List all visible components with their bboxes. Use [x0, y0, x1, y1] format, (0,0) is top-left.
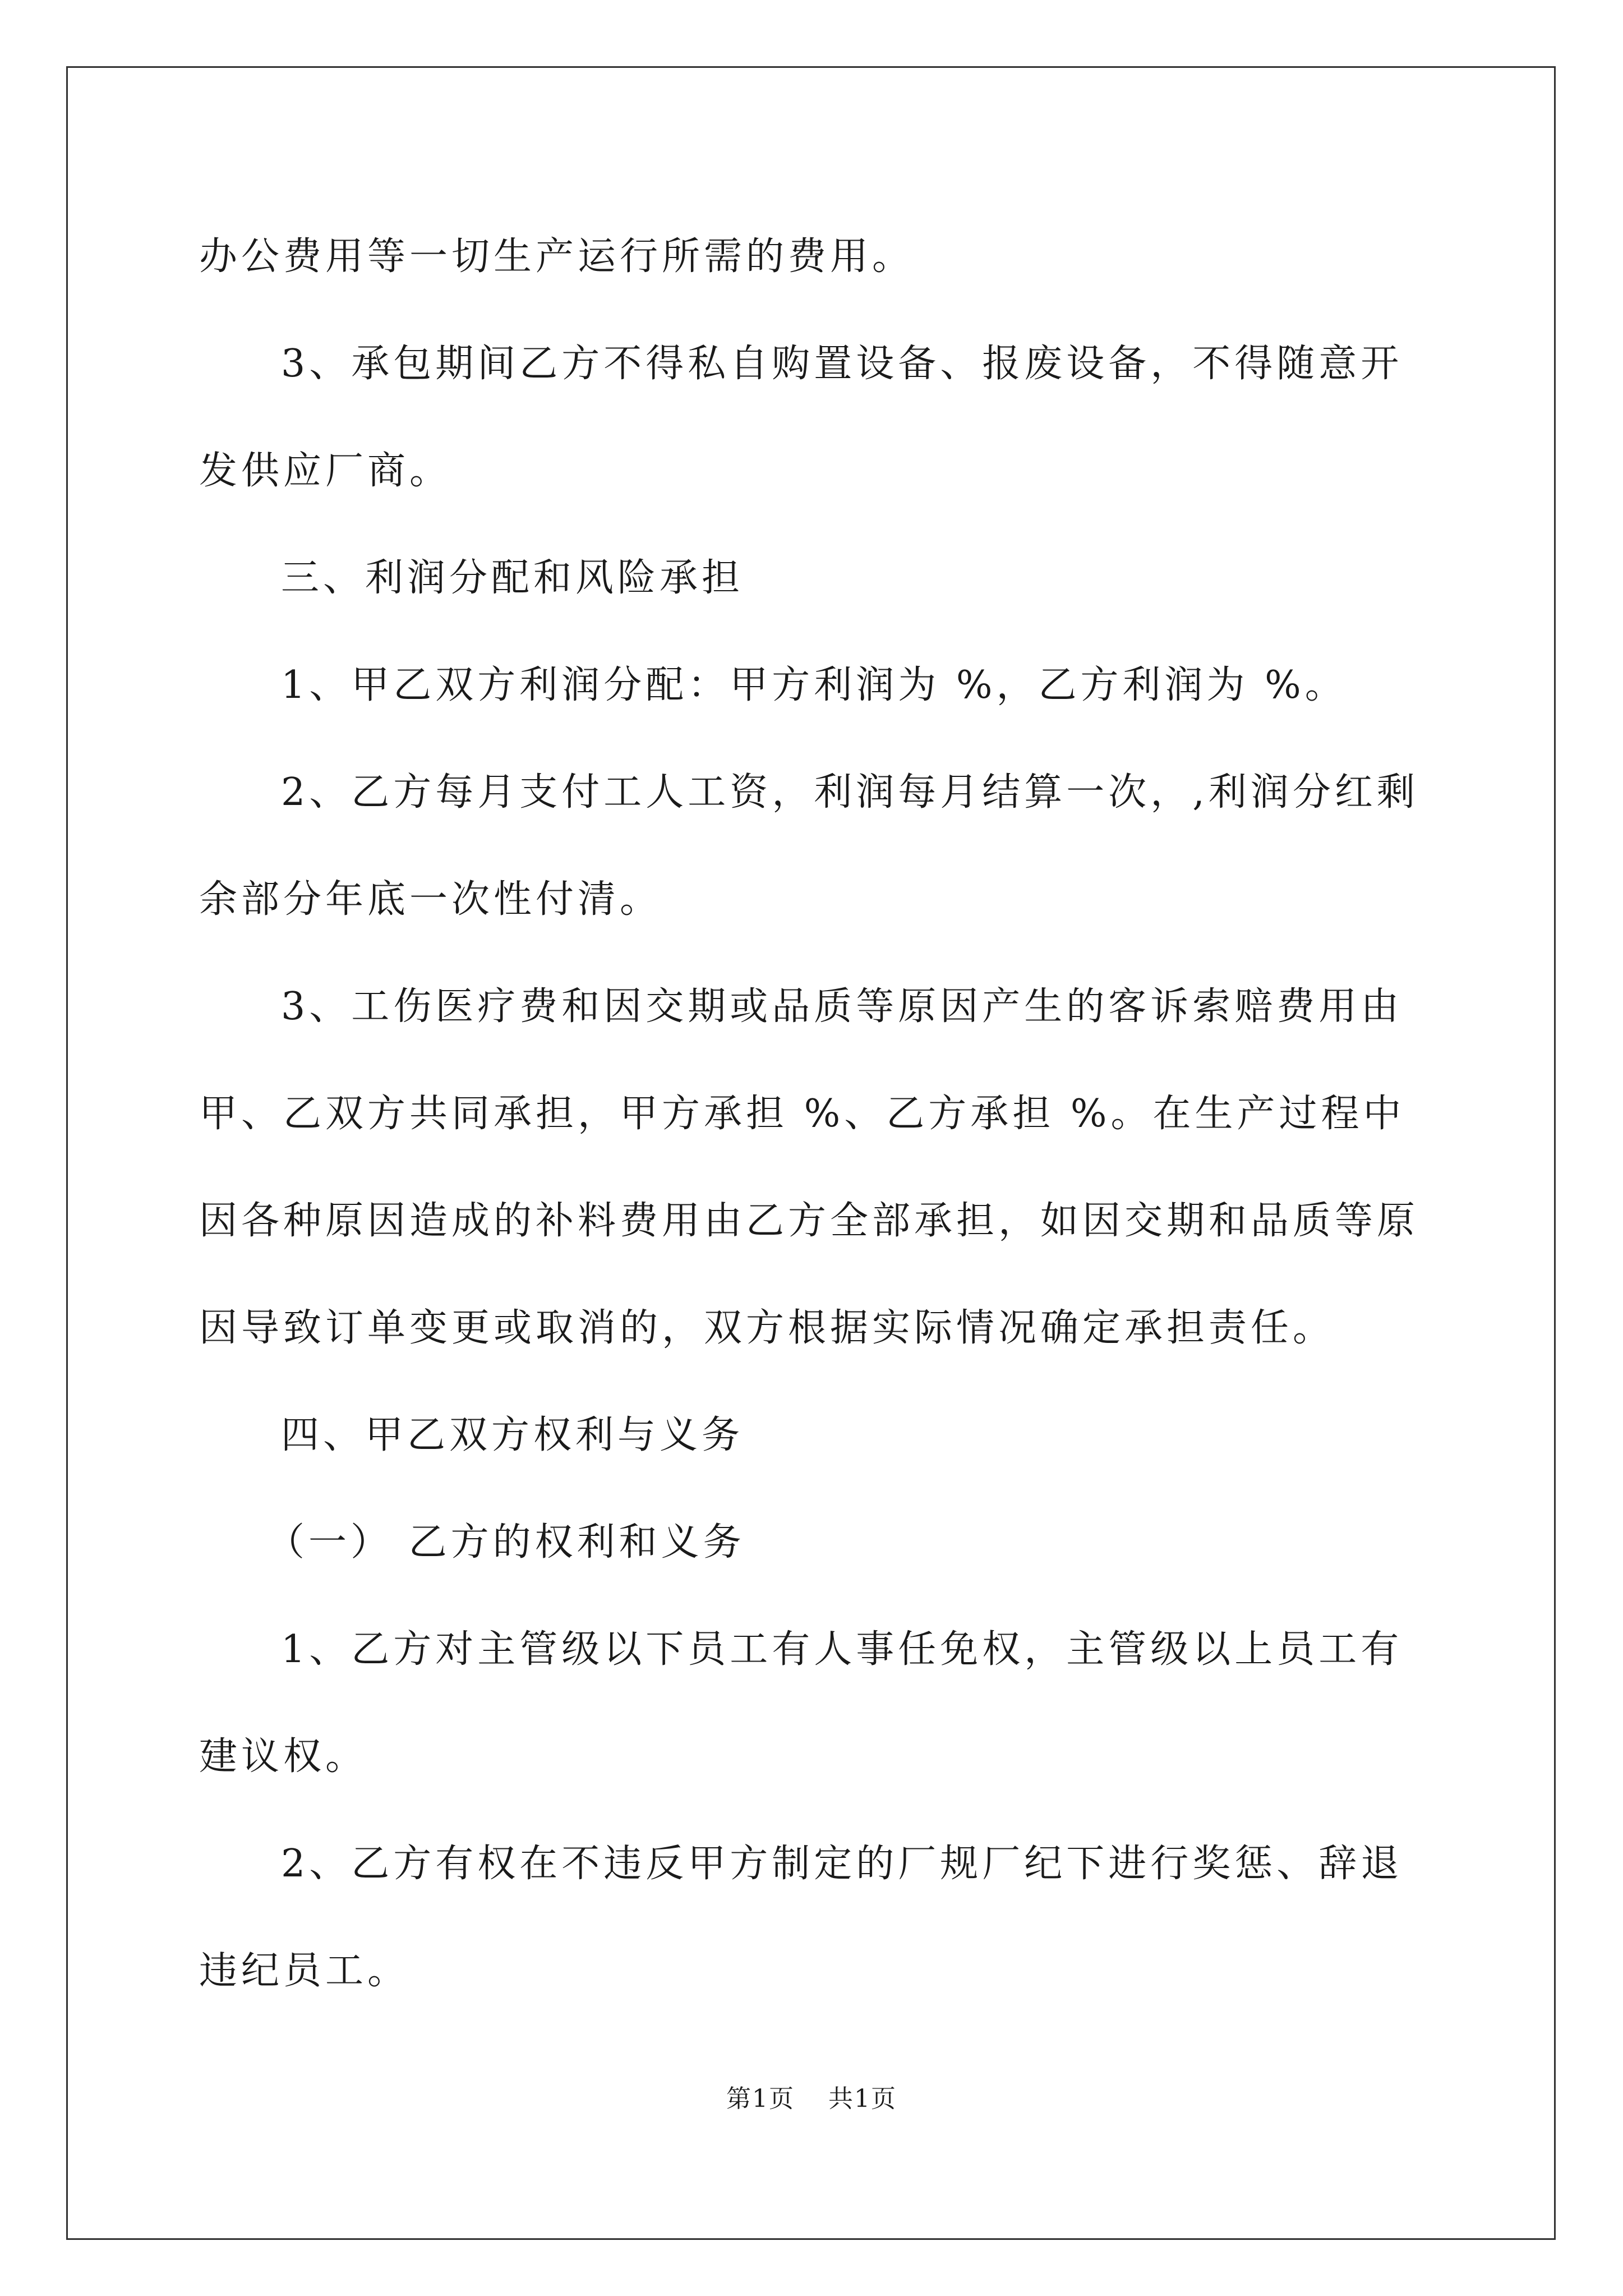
subsection-heading-party-b: （一） 乙方的权利和义务: [266, 1520, 745, 1565]
paragraph-clause-1-personnel: 1、乙方对主管级以下员工有人事任免权，主管级以上员工有建议权。: [199, 1627, 1403, 1779]
paragraph-clause-3-claims: 3、工伤医疗费和因交期或品质等原因产生的客诉索赔费用由甲、乙双方共同承担，甲方承担 %、乙方承担 %。在生产过程中因各种原因造成的补料费用由乙方全部承担，如因交期和品质等原因导致订单变更或取消的，双方根据实际情况确定承担责任。: [199, 984, 1419, 1350]
paragraph-continuation: 办公费用等一切生产运行所需的费用。: [199, 234, 915, 279]
paragraph-clause-2-discipline: 2、乙方有权在不违反甲方制定的厂规厂纪下进行奖惩、辞退违纪员工。: [199, 1842, 1403, 1993]
section-heading-profit-risk: 三、利润分配和风险承担: [281, 556, 744, 600]
section-heading-rights-obligations: 四、甲乙双方权利与义务: [281, 1413, 744, 1457]
paragraph-clause-1-profit-split: 1、甲乙双方利润分配：甲方利润为 %，乙方利润为 %。: [281, 663, 1347, 707]
paragraph-clause-2-wages: 2、乙方每月支付工人工资，利润每月结算一次，,利润分红剩余部分年底一次性付清。: [199, 770, 1419, 922]
page-total: 共1页: [828, 2085, 897, 2113]
paragraph-clause-3-equipment: 3、承包期间乙方不得私自购置设备、报废设备，不得随意开发供应厂商。: [199, 342, 1403, 493]
page-footer: [0, 2078, 1623, 2114]
page-number: 第1页: [726, 2085, 795, 2113]
document-body: [199, 203, 1444, 2024]
